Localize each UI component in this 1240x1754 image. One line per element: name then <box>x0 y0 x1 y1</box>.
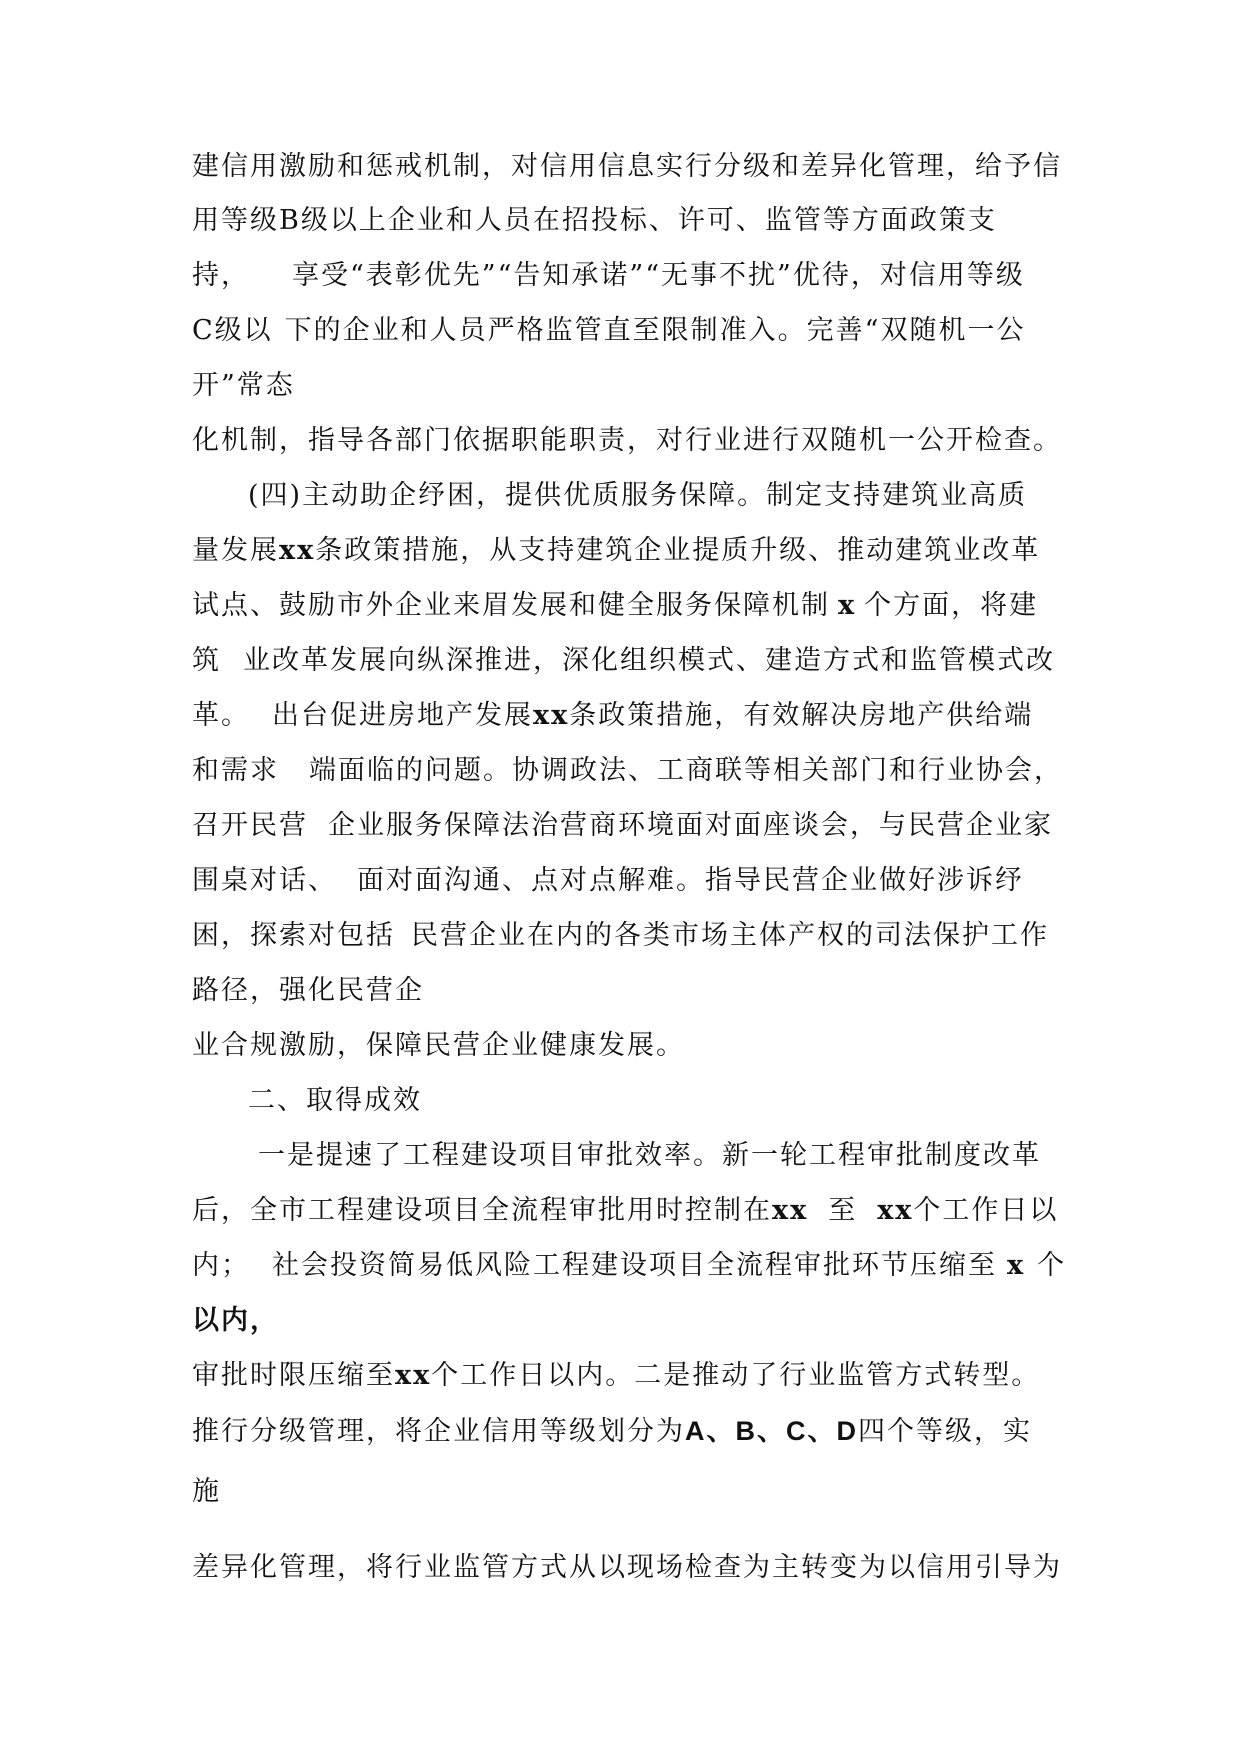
paragraph-line: 以内， <box>192 1305 279 1336</box>
paragraph-line: 召开民营 企业服务保障法治营商环境面对面座谈会，与民营企业家 <box>192 810 1053 841</box>
paragraph-line: 试点、鼓励市外企业来眉发展和健全服务保障机制 x 个方面，将建 <box>192 590 1039 621</box>
paragraph-line: 推行分级管理，将企业信用等级划分为A、B、C、D四个等级，实 <box>192 1416 1032 1447</box>
paragraph-line: 开”常态 <box>192 370 295 401</box>
paragraph-line: 筑 业改革发展向纵深推进，深化组织模式、建造方式和监管模式改 <box>192 645 1055 676</box>
paragraph-line: 路径，强化民营企 <box>192 975 424 1006</box>
paragraph-line: 业合规激励，保障民营企业健康发展。 <box>192 1030 685 1061</box>
paragraph-line: 后，全市工程建设项目全流程审批用时控制在xx 至 xx个工作日以 <box>192 1195 1059 1226</box>
paragraph-line: 围桌对话、 面对面沟通、点对点解难。指导民营企业做好涉诉纾 <box>192 865 1024 896</box>
paragraph-line: 持， 享受“表彰优先”“告知承诺”“无事不扰”优待，对信用等级 <box>192 260 1025 291</box>
paragraph-line: 和需求 端面临的问题。协调政法、工商联等相关部门和行业协会， <box>192 755 1063 786</box>
paragraph-line: 建信用激励和惩戒机制，对信用信息实行分级和差异化管理，给予信 <box>192 151 1062 182</box>
paragraph-line: 内； 社会投资简易低风险工程建设项目全流程审批环节压缩至 x 个 <box>192 1250 1067 1281</box>
paragraph-line: 困，探索对包括 民营企业在内的各类市场主体产权的司法保护工作 <box>192 920 1049 951</box>
paragraph-line: 革。 出台促进房地产发展xx条政策措施，有效解决房地产供给端 <box>192 700 1034 731</box>
section-heading-line: (四)主动助企纾困，提供优质服务保障。制定支持建筑业高质 <box>248 480 1028 511</box>
paragraph-line: 量发展xx条政策措施，从支持建筑企业提质升级、推动建筑业改革 <box>192 535 1041 566</box>
paragraph-line: 施 <box>192 1476 221 1507</box>
paragraph-line: 审批时限压缩至xx个工作日以内。二是推动了行业监管方式转型。 <box>192 1360 1041 1391</box>
paragraph-line: C级以 下的企业和人员严格监管直至限制准入。完善“双随机一公 <box>192 315 1026 346</box>
paragraph-line: 用等级B级以上企业和人员在招投标、许可、监管等方面政策支 <box>192 205 997 236</box>
paragraph-line: 差异化管理，将行业监管方式从以现场检查为主转变为以信用引导为 <box>192 1552 1062 1583</box>
section-heading: 二、取得成效 <box>248 1085 422 1116</box>
paragraph-line: 化机制，指导各部门依据职能职责，对行业进行双随机一公开检查。 <box>192 425 1062 456</box>
paragraph-line: 一是提速了工程建设项目审批效率。新一轮工程审批制度改革 <box>258 1140 1041 1171</box>
